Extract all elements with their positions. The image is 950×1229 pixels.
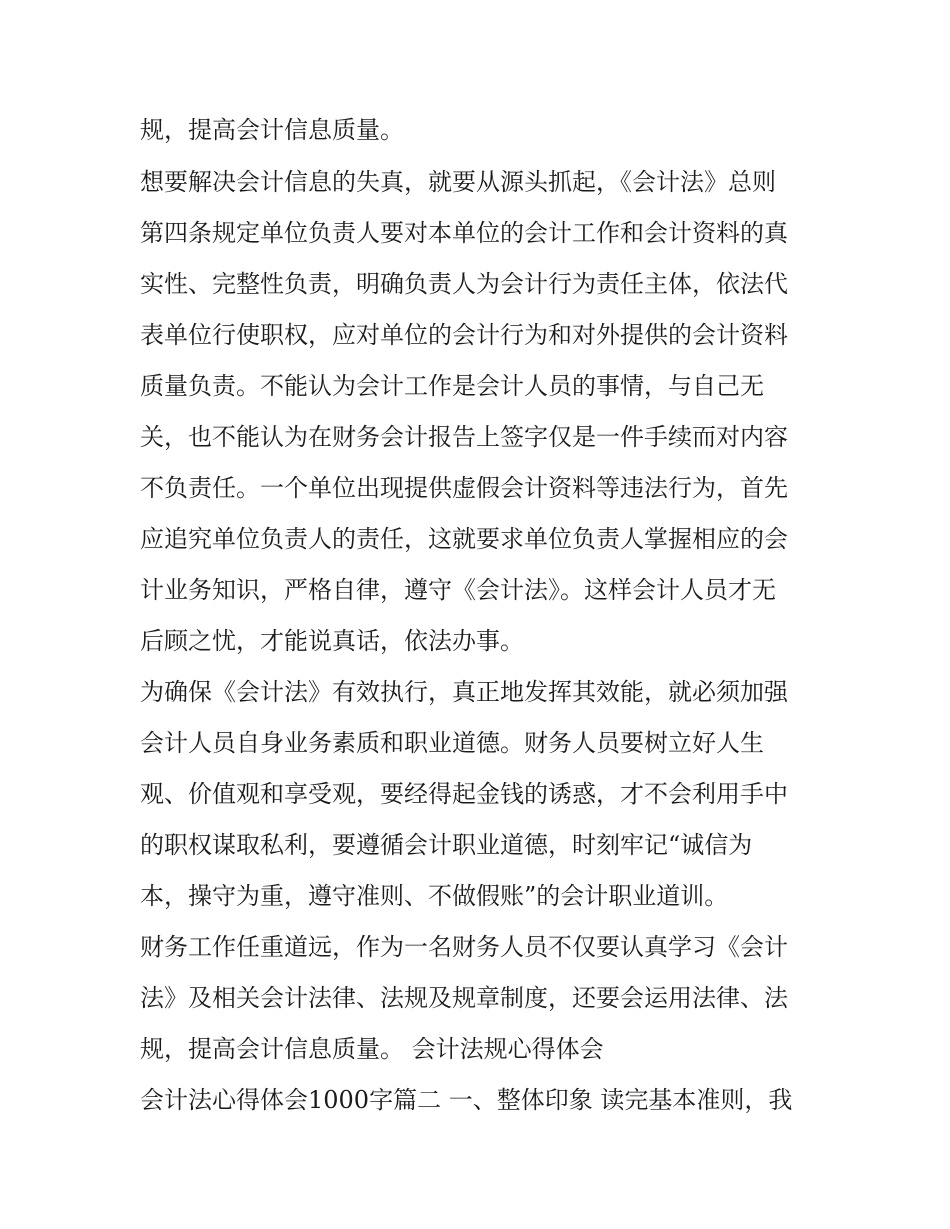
text-line: 实性、完整性负责，明确负责人为会计行为责任主体，依法代 <box>140 270 788 298</box>
text-line: 应追究单位负责人的责任，这就要求单位负责人掌握相应的会 <box>140 525 788 553</box>
text-line: 关，也不能认为在财务会计报告上签字仅是一件手续而对内容 <box>140 423 788 451</box>
text-line: 计业务知识，严格自律，遵守《会计法》。这样会计人员才无 <box>140 576 776 604</box>
text-line: 第四条规定单位负责人要对本单位的会计工作和会计资料的真 <box>140 219 788 247</box>
text-line: 财务工作任重道远，作为一名财务人员不仅要认真学习《会计 <box>140 933 788 961</box>
text-line: 规，提高会计信息质量。 会计法规心得体会 <box>140 1035 604 1063</box>
text-line: 会计人员自身业务素质和职业道德。财务人员要树立好人生 <box>140 729 764 757</box>
text-line: 不负责任。一个单位出现提供虚假会计资料等违法行为，首先 <box>140 474 788 502</box>
text-line: 规，提高会计信息质量。 <box>140 116 404 144</box>
text-line: 为确保《会计法》有效执行，真正地发挥其效能，就必须加强 <box>140 678 788 706</box>
text-line: 的职权谋取私利，要遵循会计职业道德，时刻牢记“诚信为 <box>140 831 753 859</box>
text-line: 想要解决会计信息的失真，就要从源头抓起，《会计法》总则 <box>140 168 776 196</box>
text-line: 会计法心得体会1000字篇二 一、整体印象 读完基本准则，我 <box>140 1086 793 1114</box>
text-line: 法》及相关会计法律、法规及规章制度，还要会运用法律、法 <box>140 984 788 1012</box>
text-line: 本，操守为重，遵守准则、不做假账”的会计职业道训。 <box>140 882 729 910</box>
text-line: 后顾之忧，才能说真话，依法办事。 <box>140 627 524 655</box>
text-line: 表单位行使职权，应对单位的会计行为和对外提供的会计资料 <box>140 321 788 349</box>
text-line: 观、价值观和享受观，要经得起金钱的诱惑，才不会利用手中 <box>140 780 788 808</box>
text-line: 质量负责。不能认为会计工作是会计人员的事情，与自己无 <box>140 372 764 400</box>
